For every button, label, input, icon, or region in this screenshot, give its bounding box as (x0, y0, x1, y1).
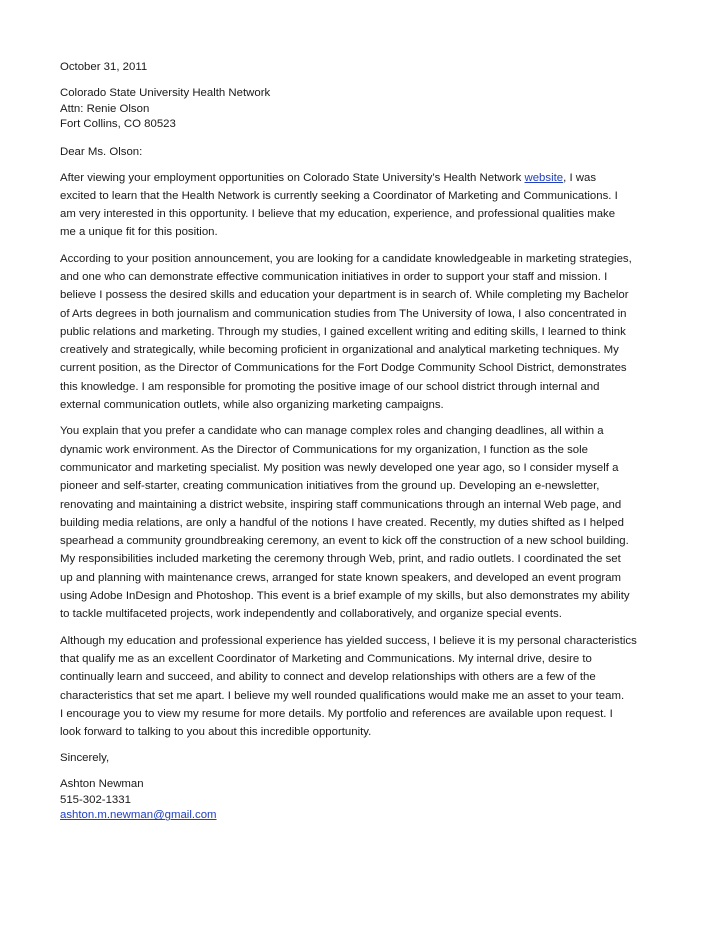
paragraph-1-line-end: , I was (563, 171, 597, 184)
recipient-attention: Attn: Renie Olson (60, 102, 150, 115)
recipient-address (60, 86, 672, 133)
signature-phone: 515-302-1331 (60, 793, 131, 806)
paragraph-1-line: me a unique fit for this position. (60, 226, 218, 239)
paragraph-2-line: and one who can demonstrate effective communication initiatives in order to support your staff and mission. I (60, 270, 608, 283)
salutation (60, 143, 672, 161)
paragraph-1-line (60, 169, 672, 187)
recipient-city: Fort Collins, CO 80523 (60, 118, 176, 130)
website-link[interactable]: website (524, 171, 564, 184)
paragraph-3-line: to tackle multifaceted projects, work independently and collaboratively, and organize special events. (60, 608, 562, 621)
paragraph-1-line-start: After viewing your employment opportunities on Colorado State University’s Health Network (60, 171, 525, 184)
cover-letter (60, 58, 672, 824)
paragraph-3-line: renovating and maintaining a district website, inspiring staff communications through an internal Web page, and (60, 498, 622, 511)
paragraph-2-line: creatively and strategically, while becoming proficient in organizational and analytical marketing techniques. My (60, 344, 619, 357)
paragraph-4-line: characteristics that set me apart. I believe my well rounded qualifications would make me an asset to your team. (60, 689, 625, 702)
paragraph-2-line: According to your position announcement, you are looking for a candidate knowledgeable in marketing strategies, (60, 252, 632, 265)
paragraph-3-line: up and planning with maintenance crews, arranged for state known speakers, and developed an event program (60, 571, 622, 584)
letter-date (60, 58, 672, 76)
paragraph-2-line: public relations and marketing. Through my studies, I gained excellent writing and editing skills, I learned to think (60, 325, 626, 338)
paragraph-3-line: spearhead a community groundbreaking ceremony, an event to kick off the construction of a new school building. (60, 535, 629, 548)
paragraph-3-line: My responsibilities included marketing the ceremony through Web, print, and radio outlets. I coordinated the set (60, 553, 621, 566)
paragraph-4-line: continually learn and succeed, and ability to connect and develop relationships with others are a few of the (60, 671, 596, 684)
paragraph-4-line: Although my education and professional experience has yielded success, I believe it is my personal characteristics (60, 634, 637, 647)
date-text: October 31, 2011 (60, 61, 148, 73)
paragraph-3-line: communicator and marketing specialist. My position was newly developed one year ago, so I consider myself a (60, 461, 619, 474)
paragraph-4-line: I encourage you to view my resume for more details. My portfolio and references are available upon request. I (60, 707, 613, 720)
paragraph-4-line: that qualify me as an excellent Coordinator of Marketing and Communications. My internal drive, desire to (60, 652, 592, 665)
recipient-organization: Colorado State University Health Network (60, 87, 271, 99)
paragraph-3 (60, 422, 672, 623)
salutation-text: Dear Ms. Olson: (60, 145, 143, 158)
paragraph-3-line: dynamic work environment. As the Director of Communications for my organization, I function as the sole (60, 443, 589, 456)
paragraph-2 (60, 250, 672, 415)
signature-block (60, 777, 672, 824)
paragraph-1 (60, 169, 672, 242)
closing (60, 749, 672, 767)
paragraph-4 (60, 632, 672, 742)
paragraph-3-line: building media relations, are only a handful of the notions I have created. Recently, my duties shifted as I helped (60, 516, 624, 529)
paragraph-2-line: external communication outlets, while also organizing marketing campaigns. (60, 399, 444, 412)
signature-email-link[interactable]: ashton.m.newman@gmail.com (60, 809, 217, 822)
paragraph-2-line: of Arts degrees in both journalism and communication studies from The University of Iowa, I also concentrated in (60, 307, 627, 320)
paragraph-4-line: look forward to talking to you about this incredible opportunity. (60, 726, 372, 739)
paragraph-2-line: this knowledge. I am responsible for promoting the positive image of our school district through internal and (60, 380, 600, 393)
paragraph-3-line: You explain that you prefer a candidate who can manage complex roles and changing deadlines, all within a (60, 425, 604, 438)
paragraph-2-line: current position, as the Director of Communications for the Fort Dodge Community School District, demonstrates (60, 362, 627, 375)
paragraph-1-line: excited to learn that the Health Network is currently seeking a Coordinator of Marketing and Communications. I (60, 189, 618, 202)
paragraph-3-line: using Adobe InDesign and Photoshop. This event is a brief example of my skills, but also demonstrates my ability (60, 590, 630, 603)
closing-text: Sincerely, (60, 752, 110, 765)
signature-name: Ashton Newman (60, 778, 144, 791)
paragraph-1-line: am very interested in this opportunity. I believe that my education, experience, and professional qualities make (60, 208, 616, 221)
paragraph-2-line: believe I possess the desired skills and education your department is in search of. While completing my Bachelor (60, 289, 629, 302)
paragraph-3-line: pioneer and self-starter, creating communication initiatives from the ground up. Developing an e-newsletter, (60, 480, 600, 493)
